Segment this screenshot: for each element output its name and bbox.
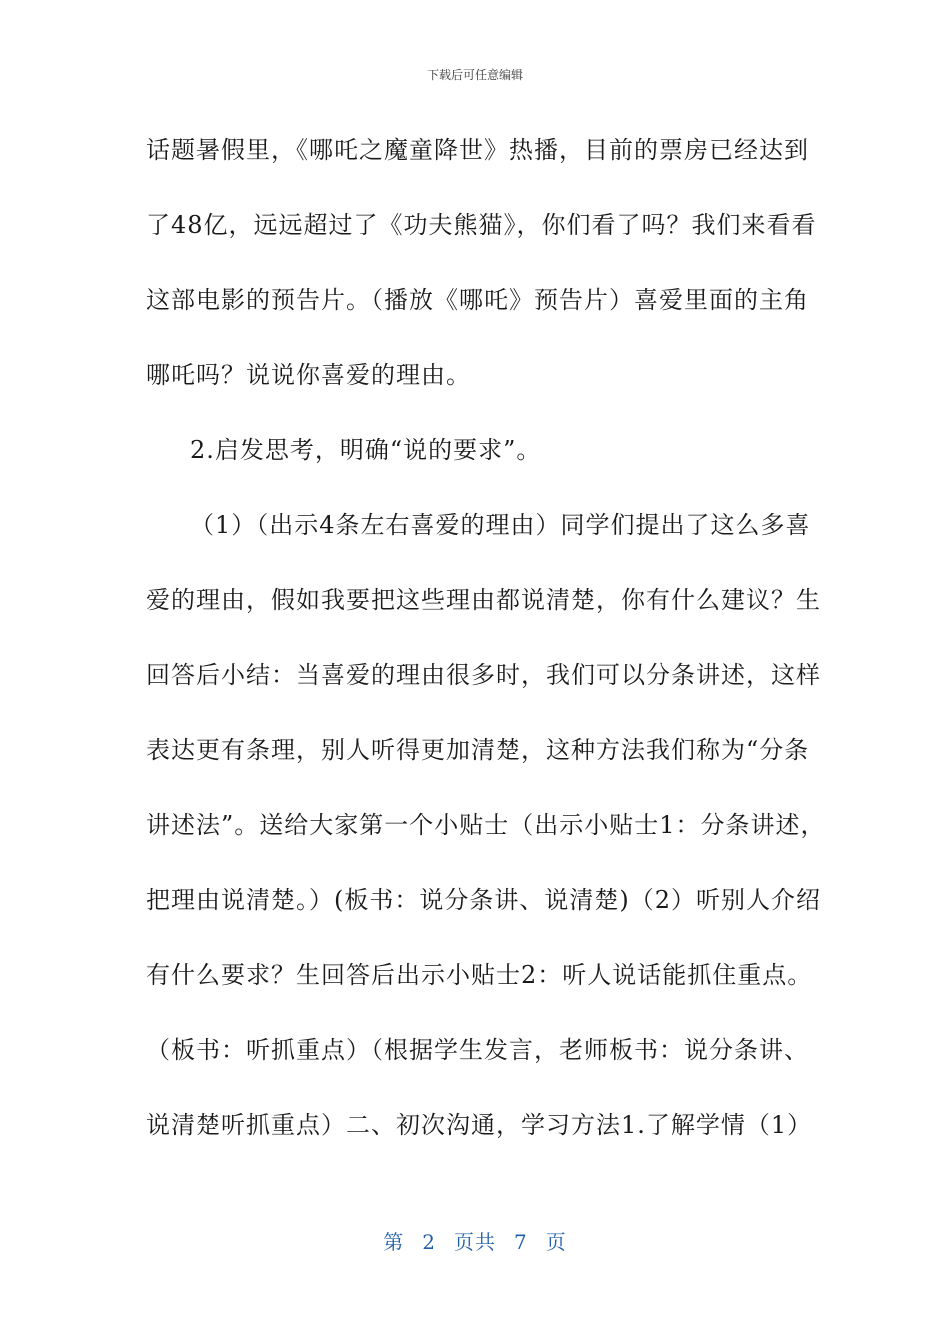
body-line: 把理由说清楚。）(板书：说分条讲、说清楚)（2）听别人介绍 <box>146 886 821 914</box>
footer-middle: 页共 <box>454 1230 496 1254</box>
body-line: 说清楚听抓重点）二、初次沟通，学习方法1.了解学情（1） <box>146 1111 813 1139</box>
body-line: 了48亿，远远超过了《功夫熊猫》，你们看了吗？我们来看看 <box>146 211 817 239</box>
footer-prefix: 第 <box>383 1230 405 1254</box>
body-line: 讲述法”。送给大家第一个小贴士（出示小贴士1：分条讲述， <box>146 811 826 839</box>
body-line: （板书：听抓重点）（根据学生发言，老师板书：说分条讲、 <box>146 1036 809 1064</box>
body-line: 回答后小结：当喜爱的理由很多时，我们可以分条讲述，这样 <box>146 661 821 689</box>
body-line: 哪吒吗？说说你喜爱的理由。 <box>146 361 471 389</box>
footer-total-pages: 7 <box>514 1230 528 1254</box>
body-line: 爱的理由，假如我要把这些理由都说清楚，你有什么建议？生 <box>146 586 821 614</box>
page-header: 下载后可任意编辑 <box>426 68 523 82</box>
body-line: 表达更有条理，别人听得更加清楚，这种方法我们称为“分条 <box>146 736 810 764</box>
page-footer <box>0 1226 950 1255</box>
footer-suffix: 页 <box>545 1230 567 1254</box>
body-line: （1）（出示4条左右喜爱的理由）同学们提出了这么多喜 <box>190 511 811 539</box>
body-line: 有什么要求？生回答后出示小贴士2：听人说话能抓住重点。 <box>146 961 813 989</box>
body-line: 话题暑假里，《哪吒之魔童降世》热播，目前的票房已经达到 <box>146 136 809 164</box>
footer-page-number: 2 <box>422 1230 436 1254</box>
body-line: 这部电影的预告片。（播放《哪吒》预告片）喜爱里面的主角 <box>146 286 809 314</box>
body-line: 2.启发思考，明确“说的要求”。 <box>190 436 542 464</box>
